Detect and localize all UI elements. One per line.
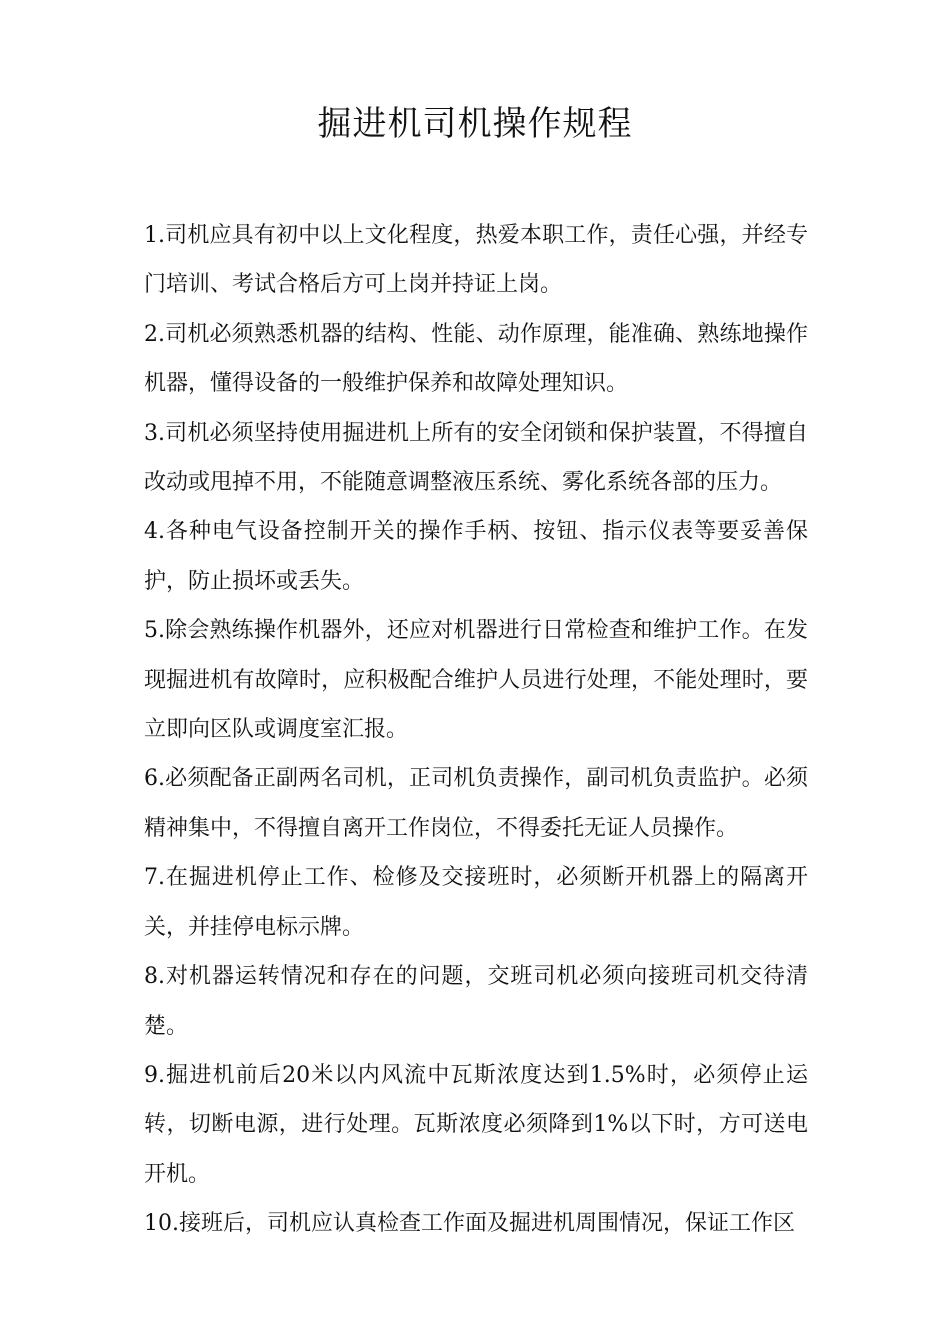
paragraph-1: 1.司机应具有初中以上文化程度，热爱本职工作，责任心强，并经专门培训、考试合格后方可上岗并持证上岗。 [144, 223, 808, 298]
paragraph-7: 7.在掘进机停止工作、检修及交接班时，必须断开机器上的隔离开关，并挂停电标示牌。 [144, 865, 808, 940]
paragraph-3: 3.司机必须坚持使用掘进机上所有的安全闭锁和保护装置，不得擅自改动或甩掉不用，不能随意调整液压系统、雾化系统各部的压力。 [144, 420, 808, 496]
paragraph-6: 6.必须配备正副两名司机，正司机负责操作，副司机负责监护。必须精神集中，不得擅自离开工作岗位，不得委托无证人员操作。 [144, 766, 808, 841]
paragraph-5: 5.除会熟练操作机器外，还应对机器进行日常检查和维护工作。在发现掘进机有故障时，应积极配合维护人员进行处理，不能处理时，要立即向区队或调度室汇报。 [144, 618, 808, 743]
paragraph-2: 2.司机必须熟悉机器的结构、性能、动作原理，能准确、熟练地操作机器，懂得设备的一般维护保养和故障处理知识。 [144, 321, 808, 397]
paragraph-4: 4.各种电气设备控制开关的操作手柄、按钮、指示仪表等要妥善保护，防止损坏或丢失。 [144, 519, 808, 594]
document-title: 掘进机司机操作规程 [317, 104, 633, 144]
paragraph-9: 9.掘进机前后20米以内风流中瓦斯浓度达到1.5%时，必须停止运转，切断电源，进行处理。瓦斯浓度必须降到1%以下时，方可送电开机。 [144, 1062, 808, 1187]
document-body [144, 211, 808, 1249]
paragraph-8: 8.对机器运转情况和存在的问题，交班司机必须向接班司机交待清楚。 [144, 964, 808, 1039]
paragraph-10: 10.接班后，司机应认真检查工作面及掘进机周围情况，保证工作区 [144, 1211, 795, 1237]
